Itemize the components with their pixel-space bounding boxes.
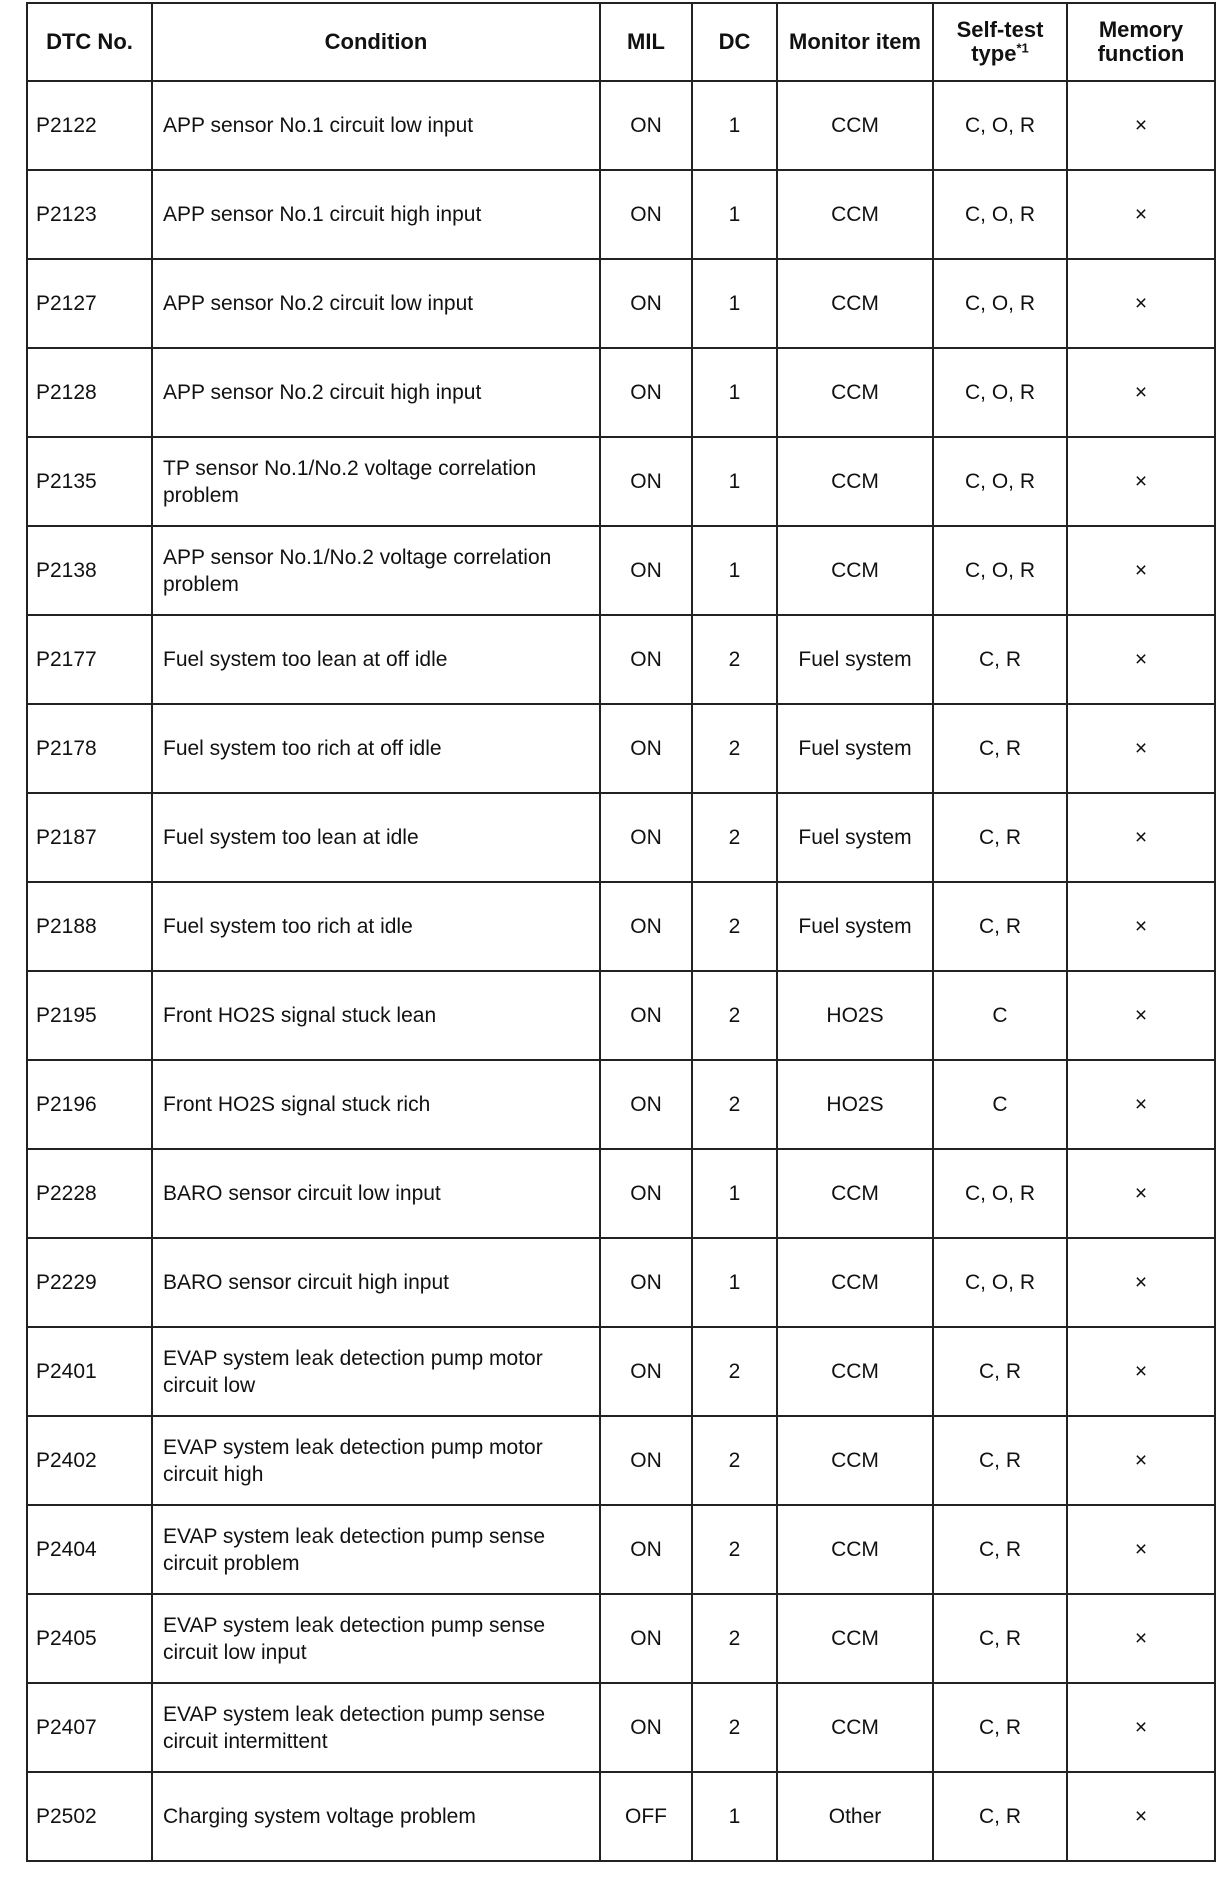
cell-condition: BARO sensor circuit low input	[152, 1149, 600, 1238]
cell-dc: 2	[692, 1594, 777, 1683]
cell-self-test-type: C, O, R	[933, 1238, 1067, 1327]
cell-monitor-item: Fuel system	[777, 704, 933, 793]
cell-memory-function: ×	[1067, 259, 1215, 348]
cell-monitor-item: CCM	[777, 81, 933, 170]
cell-memory-function: ×	[1067, 1772, 1215, 1861]
table-body	[27, 81, 1215, 1861]
cell-self-test-type: C, R	[933, 1505, 1067, 1594]
cell-condition: Fuel system too rich at idle	[152, 882, 600, 971]
cell-condition: APP sensor No.1/No.2 voltage correlation problem	[152, 526, 600, 615]
table-row	[27, 259, 1215, 348]
cell-monitor-item: CCM	[777, 1594, 933, 1683]
cell-dtc-no: P2178	[27, 704, 152, 793]
cell-condition: APP sensor No.1 circuit high input	[152, 170, 600, 259]
cell-dtc-no: P2228	[27, 1149, 152, 1238]
cell-self-test-type: C, R	[933, 1683, 1067, 1772]
cell-self-test-type: C, R	[933, 1594, 1067, 1683]
footnote-marker: *1	[1016, 40, 1029, 56]
cell-memory-function: ×	[1067, 882, 1215, 971]
cell-dc: 2	[692, 793, 777, 882]
header-self-test-type	[933, 3, 1067, 81]
cell-self-test-type: C, R	[933, 1772, 1067, 1861]
cell-memory-function: ×	[1067, 704, 1215, 793]
cell-dc: 2	[692, 971, 777, 1060]
cell-memory-function: ×	[1067, 1327, 1215, 1416]
cell-condition: TP sensor No.1/No.2 voltage correlation problem	[152, 437, 600, 526]
table-row	[27, 1594, 1215, 1683]
table-row	[27, 1772, 1215, 1861]
cell-memory-function: ×	[1067, 1238, 1215, 1327]
cell-dtc-no: P2123	[27, 170, 152, 259]
cell-self-test-type: C	[933, 971, 1067, 1060]
cell-mil: ON	[600, 1416, 692, 1505]
cell-condition: EVAP system leak detection pump sense circuit problem	[152, 1505, 600, 1594]
cell-dtc-no: P2187	[27, 793, 152, 882]
cell-mil: ON	[600, 1594, 692, 1683]
table-row	[27, 1060, 1215, 1149]
cell-mil: ON	[600, 882, 692, 971]
table-row	[27, 170, 1215, 259]
cell-self-test-type: C, O, R	[933, 259, 1067, 348]
cell-mil: OFF	[600, 1772, 692, 1861]
cell-memory-function: ×	[1067, 1594, 1215, 1683]
cell-mil: ON	[600, 170, 692, 259]
header-monitor-item: Monitor item	[777, 3, 933, 81]
cell-memory-function: ×	[1067, 170, 1215, 259]
cell-self-test-type: C, R	[933, 704, 1067, 793]
cell-self-test-type: C, O, R	[933, 1149, 1067, 1238]
cell-monitor-item: CCM	[777, 1505, 933, 1594]
cell-self-test-type: C, R	[933, 793, 1067, 882]
cell-mil: ON	[600, 704, 692, 793]
cell-monitor-item: Other	[777, 1772, 933, 1861]
cell-condition: BARO sensor circuit high input	[152, 1238, 600, 1327]
cell-dtc-no: P2404	[27, 1505, 152, 1594]
table-row	[27, 1416, 1215, 1505]
cell-monitor-item: CCM	[777, 1238, 933, 1327]
cell-monitor-item: CCM	[777, 170, 933, 259]
table-row	[27, 793, 1215, 882]
cell-condition: APP sensor No.2 circuit high input	[152, 348, 600, 437]
cell-self-test-type: C, O, R	[933, 437, 1067, 526]
header-memory-function: Memory function	[1067, 3, 1215, 81]
cell-monitor-item: HO2S	[777, 1060, 933, 1149]
cell-condition: Front HO2S signal stuck rich	[152, 1060, 600, 1149]
header-row	[27, 3, 1215, 81]
cell-mil: ON	[600, 1149, 692, 1238]
cell-dc: 2	[692, 704, 777, 793]
table-row	[27, 1683, 1215, 1772]
header-mil: MIL	[600, 3, 692, 81]
cell-monitor-item: CCM	[777, 1149, 933, 1238]
cell-monitor-item: CCM	[777, 526, 933, 615]
cell-dc: 1	[692, 259, 777, 348]
cell-self-test-type: C, R	[933, 882, 1067, 971]
cell-dc: 1	[692, 1772, 777, 1861]
cell-condition: Fuel system too lean at idle	[152, 793, 600, 882]
cell-mil: ON	[600, 348, 692, 437]
cell-condition: Charging system voltage problem	[152, 1772, 600, 1861]
cell-condition: EVAP system leak detection pump sense circuit low input	[152, 1594, 600, 1683]
cell-dtc-no: P2229	[27, 1238, 152, 1327]
cell-condition: Fuel system too lean at off idle	[152, 615, 600, 704]
cell-condition: EVAP system leak detection pump motor circuit high	[152, 1416, 600, 1505]
cell-condition: Front HO2S signal stuck lean	[152, 971, 600, 1060]
table-row	[27, 882, 1215, 971]
table-row	[27, 971, 1215, 1060]
cell-condition: APP sensor No.2 circuit low input	[152, 259, 600, 348]
cell-dtc-no: P2196	[27, 1060, 152, 1149]
cell-dc: 2	[692, 882, 777, 971]
cell-dc: 1	[692, 81, 777, 170]
cell-monitor-item: Fuel system	[777, 615, 933, 704]
cell-monitor-item: CCM	[777, 348, 933, 437]
cell-self-test-type: C, R	[933, 615, 1067, 704]
cell-memory-function: ×	[1067, 615, 1215, 704]
cell-mil: ON	[600, 259, 692, 348]
cell-mil: ON	[600, 793, 692, 882]
cell-monitor-item: CCM	[777, 1683, 933, 1772]
cell-mil: ON	[600, 971, 692, 1060]
header-dtc-no: DTC No.	[27, 3, 152, 81]
cell-condition: EVAP system leak detection pump sense circuit intermittent	[152, 1683, 600, 1772]
cell-monitor-item: CCM	[777, 437, 933, 526]
cell-memory-function: ×	[1067, 1149, 1215, 1238]
table-row	[27, 1238, 1215, 1327]
cell-condition: EVAP system leak detection pump motor circuit low	[152, 1327, 600, 1416]
cell-dtc-no: P2407	[27, 1683, 152, 1772]
cell-dc: 1	[692, 437, 777, 526]
cell-memory-function: ×	[1067, 1416, 1215, 1505]
table-row	[27, 704, 1215, 793]
table-row	[27, 615, 1215, 704]
table-row	[27, 1505, 1215, 1594]
cell-self-test-type: C, O, R	[933, 170, 1067, 259]
table-row	[27, 81, 1215, 170]
cell-memory-function: ×	[1067, 1683, 1215, 1772]
cell-dc: 2	[692, 1416, 777, 1505]
cell-monitor-item: Fuel system	[777, 793, 933, 882]
cell-mil: ON	[600, 437, 692, 526]
cell-dc: 1	[692, 1149, 777, 1238]
table-row	[27, 1327, 1215, 1416]
cell-dc: 1	[692, 1238, 777, 1327]
cell-monitor-item: HO2S	[777, 971, 933, 1060]
cell-monitor-item: CCM	[777, 1416, 933, 1505]
cell-mil: ON	[600, 526, 692, 615]
cell-dc: 2	[692, 615, 777, 704]
cell-dtc-no: P2135	[27, 437, 152, 526]
cell-monitor-item: Fuel system	[777, 882, 933, 971]
table-row	[27, 437, 1215, 526]
cell-dc: 1	[692, 526, 777, 615]
cell-memory-function: ×	[1067, 793, 1215, 882]
cell-dtc-no: P2127	[27, 259, 152, 348]
cell-self-test-type: C, R	[933, 1416, 1067, 1505]
cell-memory-function: ×	[1067, 81, 1215, 170]
cell-mil: ON	[600, 81, 692, 170]
cell-dc: 2	[692, 1505, 777, 1594]
cell-dtc-no: P2195	[27, 971, 152, 1060]
cell-memory-function: ×	[1067, 971, 1215, 1060]
header-condition: Condition	[152, 3, 600, 81]
cell-dtc-no: P2502	[27, 1772, 152, 1861]
cell-dc: 1	[692, 170, 777, 259]
cell-dc: 2	[692, 1683, 777, 1772]
header-dc: DC	[692, 3, 777, 81]
cell-memory-function: ×	[1067, 437, 1215, 526]
cell-mil: ON	[600, 1683, 692, 1772]
cell-dtc-no: P2122	[27, 81, 152, 170]
cell-dc: 1	[692, 348, 777, 437]
cell-dtc-no: P2401	[27, 1327, 152, 1416]
cell-dtc-no: P2128	[27, 348, 152, 437]
header-self-test-label: Self-test type	[956, 17, 1044, 66]
cell-condition: APP sensor No.1 circuit low input	[152, 81, 600, 170]
cell-self-test-type: C, R	[933, 1327, 1067, 1416]
table-row	[27, 1149, 1215, 1238]
table-row	[27, 526, 1215, 615]
cell-memory-function: ×	[1067, 1505, 1215, 1594]
cell-dtc-no: P2402	[27, 1416, 152, 1505]
cell-condition: Fuel system too rich at off idle	[152, 704, 600, 793]
cell-mil: ON	[600, 1238, 692, 1327]
cell-dtc-no: P2405	[27, 1594, 152, 1683]
cell-mil: ON	[600, 615, 692, 704]
cell-dc: 2	[692, 1060, 777, 1149]
cell-monitor-item: CCM	[777, 259, 933, 348]
cell-mil: ON	[600, 1505, 692, 1594]
cell-dtc-no: P2188	[27, 882, 152, 971]
cell-memory-function: ×	[1067, 348, 1215, 437]
cell-mil: ON	[600, 1327, 692, 1416]
cell-dtc-no: P2138	[27, 526, 152, 615]
cell-self-test-type: C, O, R	[933, 348, 1067, 437]
cell-dc: 2	[692, 1327, 777, 1416]
cell-memory-function: ×	[1067, 1060, 1215, 1149]
cell-dtc-no: P2177	[27, 615, 152, 704]
cell-self-test-type: C	[933, 1060, 1067, 1149]
dtc-table	[26, 2, 1216, 1862]
cell-self-test-type: C, O, R	[933, 81, 1067, 170]
cell-mil: ON	[600, 1060, 692, 1149]
cell-self-test-type: C, O, R	[933, 526, 1067, 615]
cell-memory-function: ×	[1067, 526, 1215, 615]
table-row	[27, 348, 1215, 437]
cell-monitor-item: CCM	[777, 1327, 933, 1416]
